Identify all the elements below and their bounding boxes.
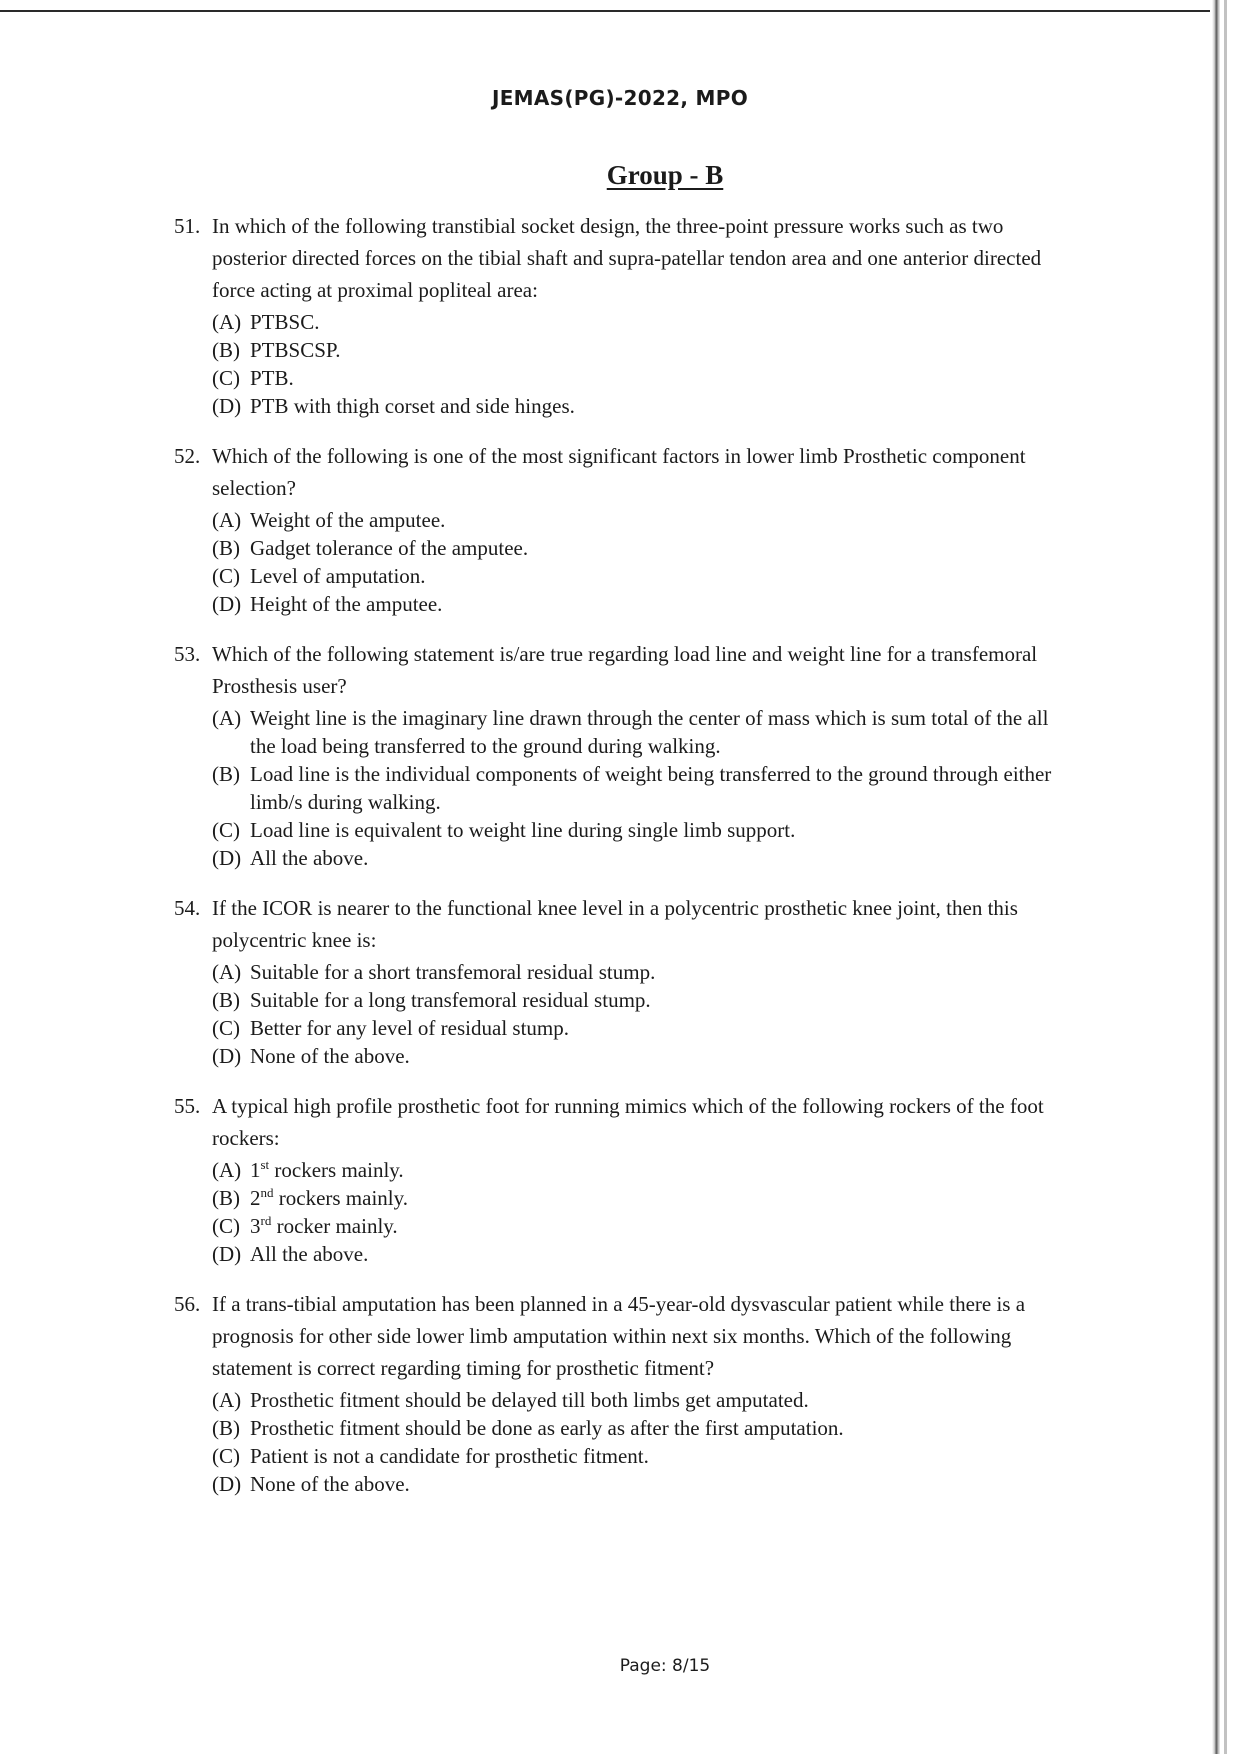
question-stem <box>174 1090 1074 1154</box>
option-d <box>212 1240 1074 1268</box>
option-text: Suitable for a short transfemoral residual stump. <box>250 960 656 984</box>
option-label: (C) <box>212 564 240 588</box>
option-text: rockers mainly. <box>269 1158 404 1182</box>
option-text: All the above. <box>250 1242 369 1266</box>
question-text: A typical high profile prosthetic foot for running mimics which of the following rockers of the foot rockers: <box>212 1094 1044 1150</box>
option-text: Prosthetic fitment should be done as early as after the first amputation. <box>250 1416 844 1440</box>
question-52 <box>174 440 1074 618</box>
ordinal-number: 1 <box>250 1158 261 1182</box>
question-number: 54. <box>174 896 201 920</box>
option-label: (A) <box>212 706 242 730</box>
option-text: Better for any level of residual stump. <box>250 1016 569 1040</box>
question-number: 55. <box>174 1094 201 1118</box>
page-number: Page: 8/15 <box>619 1656 711 1676</box>
scan-edge-line <box>1224 0 1227 1754</box>
question-stem <box>174 210 1074 306</box>
option-text: Prosthetic fitment should be delayed till both limbs get amputated. <box>250 1388 809 1412</box>
option-c <box>212 364 1074 392</box>
option-label: (A) <box>212 508 242 532</box>
question-number: 51. <box>174 214 201 238</box>
option-c <box>212 1442 1074 1470</box>
option-text: rockers mainly. <box>273 1186 409 1210</box>
option-label: (B) <box>212 1416 240 1440</box>
option-label: (D) <box>212 846 242 870</box>
question-list <box>174 210 1074 1518</box>
option-text: Height of the amputee. <box>250 592 443 616</box>
option-text: PTBSC. <box>250 310 320 334</box>
option-text: PTB. <box>250 366 294 390</box>
option-d <box>212 590 1074 618</box>
question-text: Which of the following statement is/are true regarding load line and weight line for a transfemoral Prosthesis user? <box>212 642 1038 698</box>
exam-header: JEMAS(PG)-2022, MPO <box>491 86 749 110</box>
question-stem <box>174 440 1074 504</box>
question-55 <box>174 1090 1074 1268</box>
option-label: (D) <box>212 1472 242 1496</box>
option-a <box>212 958 1074 986</box>
option-d <box>212 1042 1074 1070</box>
option-label: (B) <box>212 1186 240 1210</box>
question-51 <box>174 210 1074 420</box>
option-a <box>212 1386 1074 1414</box>
option-label: (C) <box>212 1016 240 1040</box>
option-d <box>212 844 1074 872</box>
option-label: (D) <box>212 592 242 616</box>
option-b <box>212 1414 1074 1442</box>
option-text: Load line is the individual components of weight being transferred to the ground through either limb/s during walking. <box>250 762 1052 814</box>
question-stem <box>174 638 1074 702</box>
scan-edge-shadow <box>1212 0 1220 1754</box>
option-list <box>174 308 1074 420</box>
question-number: 52. <box>174 444 201 468</box>
option-text: None of the above. <box>250 1472 410 1496</box>
option-text: Load line is equivalent to weight line during single limb support. <box>250 818 796 842</box>
ordinal-suffix: st <box>260 1157 270 1172</box>
option-text: Level of amputation. <box>250 564 426 588</box>
question-text: Which of the following is one of the most significant factors in lower limb Prosthetic component selection? <box>212 444 1026 500</box>
option-c <box>212 816 1074 844</box>
option-label: (C) <box>212 366 240 390</box>
option-b <box>212 1184 1074 1212</box>
option-a <box>212 308 1074 336</box>
option-label: (B) <box>212 338 240 362</box>
question-text: If a trans-tibial amputation has been planned in a 45-year-old dysvascular patient while there is a prognosis for other side lower limb amputation within next six months. Which of the following statement is correct regarding timing for prosthetic fitment? <box>212 1292 1026 1380</box>
option-b <box>212 336 1074 364</box>
option-c <box>212 1212 1074 1240</box>
option-a <box>212 704 1074 760</box>
top-border-line <box>0 10 1210 12</box>
option-text: PTBSCSP. <box>250 338 341 362</box>
option-label: (A) <box>212 310 242 334</box>
option-d <box>212 1470 1074 1498</box>
option-text: Suitable for a long transfemoral residual stump. <box>250 988 651 1012</box>
question-number: 53. <box>174 642 201 666</box>
option-text: Weight of the amputee. <box>250 508 446 532</box>
option-a <box>212 1156 1074 1184</box>
option-text: Gadget tolerance of the amputee. <box>250 536 529 560</box>
option-b <box>212 986 1074 1014</box>
option-text: All the above. <box>250 846 369 870</box>
option-d <box>212 392 1074 420</box>
option-label: (D) <box>212 394 242 418</box>
option-text: None of the above. <box>250 1044 410 1068</box>
option-a <box>212 506 1074 534</box>
question-stem <box>174 1288 1074 1384</box>
option-list <box>174 506 1074 618</box>
option-label: (D) <box>212 1044 242 1068</box>
option-list <box>174 1386 1074 1498</box>
option-label: (C) <box>212 1444 240 1468</box>
option-b <box>212 760 1074 816</box>
ordinal-number: 2 <box>250 1186 261 1210</box>
option-text: rocker mainly. <box>271 1214 398 1238</box>
question-53 <box>174 638 1074 872</box>
ordinal-suffix: rd <box>260 1213 272 1228</box>
option-label: (A) <box>212 1158 242 1182</box>
option-text: Patient is not a candidate for prosthetic fitment. <box>250 1444 649 1468</box>
group-title: Group - B <box>606 160 724 190</box>
question-number: 56. <box>174 1292 201 1316</box>
option-c <box>212 1014 1074 1042</box>
question-56 <box>174 1288 1074 1498</box>
option-list <box>174 958 1074 1070</box>
ordinal-suffix: nd <box>260 1185 274 1200</box>
option-label: (B) <box>212 762 240 786</box>
option-label: (A) <box>212 1388 242 1412</box>
option-label: (C) <box>212 1214 240 1238</box>
question-text: In which of the following transtibial socket design, the three-point pressure works such as two posterior directed forces on the tibial shaft and supra-patellar tendon area and one anterior directed force acting at proximal popliteal area: <box>212 214 1042 302</box>
option-label: (C) <box>212 818 240 842</box>
question-stem <box>174 892 1074 956</box>
option-list <box>174 704 1074 872</box>
option-list <box>174 1156 1074 1268</box>
option-label: (D) <box>212 1242 242 1266</box>
option-text: Weight line is the imaginary line drawn through the center of mass which is sum total of the all the load being transferred to the ground during walking. <box>250 706 1049 758</box>
option-label: (B) <box>212 536 240 560</box>
option-label: (A) <box>212 960 242 984</box>
question-text: If the ICOR is nearer to the functional knee level in a polycentric prosthetic knee joint, then this polycentric knee is: <box>212 896 1018 952</box>
option-text: PTB with thigh corset and side hinges. <box>250 394 575 418</box>
option-b <box>212 534 1074 562</box>
question-54 <box>174 892 1074 1070</box>
option-c <box>212 562 1074 590</box>
ordinal-number: 3 <box>250 1214 261 1238</box>
option-label: (B) <box>212 988 240 1012</box>
